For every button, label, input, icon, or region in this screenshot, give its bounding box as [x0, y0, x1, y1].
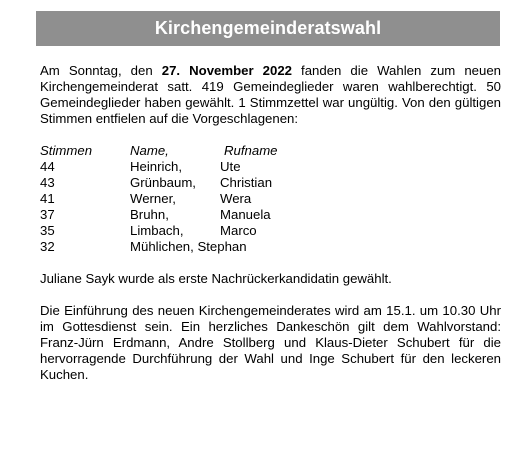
- votes-cell: 35: [40, 223, 55, 238]
- results-row: [40, 223, 501, 239]
- article-body: [40, 63, 501, 383]
- votes-cell: 44: [40, 159, 55, 174]
- votes-cell: 32: [40, 239, 55, 254]
- first-name-cell: Manuela: [220, 207, 271, 222]
- surname-cell: Heinrich,: [130, 159, 183, 174]
- results-row: [40, 239, 501, 255]
- results-table: [40, 143, 501, 255]
- election-date: 27. November 2022: [161, 63, 292, 78]
- closing-paragraph: Die Einführung des neuen Kirchengemeinderates wird am 15.1. um 10.30 Uhr im Gottesdienst sein. Ein herzliches Dankeschön gilt dem Wahlvorstand: Franz-Jürn Erdmann, Andre Stollberg und Klaus-Dieter Schubert für die hervorragende Durchführung der Wahl und Inge Schubert für den leckeren Kuchen.: [40, 303, 501, 382]
- votes-cell: 41: [40, 191, 55, 206]
- article-title: Kirchengemeinderatswahl: [36, 11, 500, 46]
- first-name-cell: Ute: [220, 159, 241, 174]
- full-name-cell: Mühlichen, Stephan: [130, 239, 247, 254]
- surname-cell: Werner,: [130, 191, 176, 206]
- results-row: [40, 207, 501, 223]
- surname-cell: Bruhn,: [130, 207, 169, 222]
- votes-cell: 43: [40, 175, 55, 190]
- successor-note: Juliane Sayk wurde als erste Nachrückerkandidatin gewählt.: [40, 271, 392, 286]
- intro-text-before-date: Am Sonntag, den: [40, 63, 162, 78]
- results-row: [40, 175, 501, 191]
- intro-text-after-date: fanden die Wahlen zum neuen Kirchengemeinderat satt. 419 Gemeindeglieder waren wahlberechtigt. 50 Gemeindeglieder haben gewählt. 1 Stimmzettel war ungültig. Von den gültigen Stimmen entfielen auf die Vorgeschlagenen:: [40, 63, 501, 126]
- intro-paragraph: [40, 63, 501, 127]
- surname-cell: Grünbaum,: [130, 175, 196, 190]
- header-first-name: Rufname: [224, 143, 278, 158]
- first-name-cell: Wera: [220, 191, 252, 206]
- header-votes: Stimmen: [40, 143, 93, 158]
- header-surname: Name,: [130, 143, 169, 158]
- votes-cell: 37: [40, 207, 55, 222]
- surname-cell: Limbach,: [130, 223, 184, 238]
- results-row: [40, 191, 501, 207]
- first-name-cell: Christian: [220, 175, 273, 190]
- results-row: [40, 159, 501, 175]
- results-header-row: [40, 143, 501, 159]
- first-name-cell: Marco: [220, 223, 257, 238]
